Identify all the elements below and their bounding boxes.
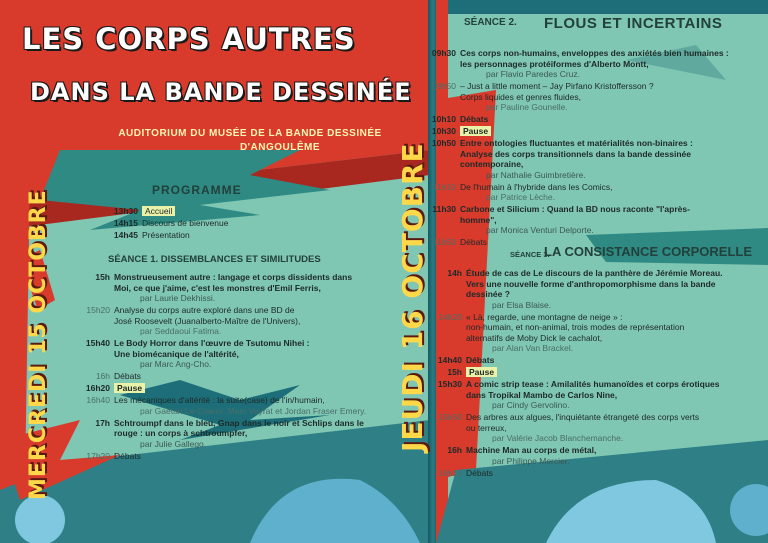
item-time: 15h30 xyxy=(437,379,462,389)
item-body xyxy=(114,418,370,450)
programme-item xyxy=(432,268,742,310)
item-author: par Cindy Gervolino. xyxy=(492,400,570,410)
item-body xyxy=(466,367,742,378)
item-time: 15h xyxy=(447,367,462,377)
item-body xyxy=(114,371,370,382)
item-author: par Valérie Jacob Blanchemanche. xyxy=(492,433,624,443)
programme-item xyxy=(80,383,370,394)
item-body xyxy=(114,383,370,394)
item-line: Débats xyxy=(114,450,141,461)
day2-session3-list xyxy=(432,268,742,480)
item-author: par Philippe Mercier. xyxy=(492,455,570,466)
item-body xyxy=(460,48,738,80)
programme-item xyxy=(432,379,742,411)
programme-item xyxy=(432,468,742,479)
programme-item xyxy=(426,138,738,180)
day2-label: JEUDI 16 OCTOBRE xyxy=(396,142,429,452)
item-author: par Nathalie Guimbretière. xyxy=(486,169,586,180)
item-author: par Elsa Blaise. xyxy=(492,299,552,310)
item-line: Débats xyxy=(460,114,489,124)
item-line: Corps liquides et genres fluides, xyxy=(460,91,581,102)
item-line: Analyse des corps transitionnels dans la bande dessinée xyxy=(460,148,691,159)
programme-item xyxy=(432,367,742,378)
programme-item xyxy=(432,355,742,366)
item-line: Pause xyxy=(466,367,497,377)
item-line: – Just a little moment – Jay Pirfano Kristoffersson ? xyxy=(460,81,654,91)
programme-item xyxy=(432,412,742,444)
item-line: dessinée ? xyxy=(466,289,510,299)
item-time: 15h50 xyxy=(438,412,462,422)
item-time: 11h10 xyxy=(432,181,456,192)
programme-item xyxy=(426,48,738,80)
item-body xyxy=(466,268,742,310)
item-line: Débats xyxy=(114,371,141,381)
item-time: 14h20 xyxy=(438,311,462,322)
item-body xyxy=(460,182,738,203)
item-line: José Roosevelt (Juanalberto-Maître de l'Univers), xyxy=(114,315,301,326)
session3-number: SÉANCE 3. xyxy=(510,250,550,259)
item-body xyxy=(460,81,738,113)
item-time: 15h40 xyxy=(85,338,110,348)
venue-line-1: AUDITORIUM DU MUSÉE DE LA BANDE DESSINÉE xyxy=(118,128,382,139)
programme-item xyxy=(432,445,742,466)
item-line: les personnages protéiformes d'Alberto Montt, xyxy=(460,58,649,69)
item-body xyxy=(466,412,742,444)
item-time: 10h50 xyxy=(431,138,456,148)
session2-title: FLOUS ET INCERTAINS xyxy=(544,15,723,32)
item-line: non-humain, et non-animal, trois modes de représentation xyxy=(466,322,685,332)
item-line: Entre ontologies fluctuantes et matérialités non-binaires : xyxy=(460,138,693,148)
item-body xyxy=(466,312,742,354)
item-author: par Alan Van Brackel. xyxy=(492,343,574,353)
programme-item xyxy=(426,204,738,236)
item-line: Débats xyxy=(460,237,487,247)
item-body xyxy=(460,204,738,236)
item-author: par Gaëtan Le-Coarer, Marc Veyrat et Jordan Fraser Emery. xyxy=(140,405,367,416)
programme-heading: PROGRAMME xyxy=(152,183,242,197)
programme-item xyxy=(426,126,738,137)
item-line: alternatifs de Moby Dick le cachalot, xyxy=(466,332,603,343)
item-author: par Pauline Gounelle. xyxy=(486,102,568,112)
session1-title: SÉANCE 1. DISSEMBLANCES ET SIMILITUDES xyxy=(108,254,321,265)
title-line-1: LES CORPS AUTRES xyxy=(22,22,356,56)
item-time: 11h50 xyxy=(432,237,456,247)
programme-item xyxy=(426,114,738,125)
item-line: Une biomécanique de l'altérité, xyxy=(114,348,239,359)
intro-row: 14h15 Discours de bienvenue xyxy=(113,218,229,228)
item-author: par Marc Ang-Cho. xyxy=(140,359,212,369)
item-body xyxy=(466,468,742,479)
day1-intro xyxy=(108,206,308,242)
item-time: 17h20 xyxy=(86,450,110,461)
item-line: A comic strip tease : Amilalités humanoïdes et corps érotiques xyxy=(466,379,720,389)
item-time: 09h50 xyxy=(432,81,456,91)
item-time: 10h30 xyxy=(431,126,456,136)
item-line: Étude de cas de Le discours de la panthère de Jérémie Moreau. xyxy=(466,268,723,278)
item-body xyxy=(114,305,370,337)
item-line: dans Tropikal Mambo de Carlos Nine, xyxy=(466,389,618,400)
item-line: Carbone et Silicium : Quand la BD nous raconte "l'après- xyxy=(460,204,690,214)
programme-item xyxy=(426,81,738,113)
session3-title: LA CONSISTANCE CORPORELLE xyxy=(544,244,753,259)
title-line-2: DANS LA BANDE DESSINÉE xyxy=(30,78,412,106)
item-author: par Monica Venturi Delporte. xyxy=(486,225,594,235)
venue-line-2: D'ANGOULÊME xyxy=(239,142,321,153)
item-line: Monstrueusement autre : langage et corps dissidents dans xyxy=(114,272,353,282)
item-line: Machine Man au corps de métal, xyxy=(466,445,597,455)
programme-item xyxy=(80,272,370,304)
item-time: 09h30 xyxy=(431,48,456,58)
day1-programme-list xyxy=(80,272,370,463)
programme-item xyxy=(80,371,370,382)
item-body xyxy=(460,138,738,180)
item-line: Des arbres aux algues, l'inquiétante étrangeté des corps verts xyxy=(466,412,700,422)
item-author: par Julie Gallego. xyxy=(140,438,207,449)
item-author: par Seddaoui Fatima. xyxy=(140,326,222,336)
item-time: 17h xyxy=(95,417,110,428)
day1-label: MERCREDI 15 OCTOBRE xyxy=(26,189,51,500)
item-line: Analyse du corps autre exploré dans une BD de xyxy=(114,305,295,315)
item-body xyxy=(114,395,370,416)
item-time: 15h xyxy=(95,272,110,282)
item-line: Vers une nouvelle forme d'anthropomorphisme dans la bande xyxy=(466,278,716,289)
item-line: Moi, ce que j'aime, c'est les monstres d'Emil Ferris, xyxy=(114,282,321,293)
item-body xyxy=(460,114,738,125)
item-line: Pause xyxy=(114,383,145,393)
item-line: homme", xyxy=(460,214,497,225)
programme-item xyxy=(80,305,370,337)
item-time: 11h30 xyxy=(432,204,456,214)
item-line: Schtroumpf dans le bleu, Gnap dans le noir et Schlips dans le xyxy=(114,417,364,428)
item-line: De l'humain à l'hybride dans les Comics, xyxy=(460,181,613,192)
item-line: rouge : un corps à schtroumpfer, xyxy=(114,428,248,438)
item-time: 16h xyxy=(95,371,110,381)
intro-row: 13h30 Accueil xyxy=(108,206,308,217)
item-time: 16h10 xyxy=(438,467,462,478)
item-author: par Laurie Dekhissi. xyxy=(140,293,216,303)
item-time: 16h xyxy=(447,445,462,455)
item-body xyxy=(466,379,742,411)
day2-programme-list xyxy=(426,48,738,249)
item-time: 16h20 xyxy=(85,383,110,393)
item-time: 10h10 xyxy=(431,114,456,124)
item-line: ou terreux, xyxy=(466,422,507,433)
programme-item xyxy=(80,395,370,416)
programme-item xyxy=(432,312,742,354)
programme-item xyxy=(426,182,738,203)
item-body xyxy=(460,126,738,137)
item-time: 14h xyxy=(447,268,462,278)
item-body xyxy=(466,355,742,366)
item-time: 14h40 xyxy=(437,355,462,365)
item-line: Pause xyxy=(460,126,491,136)
item-body xyxy=(114,451,370,462)
intro-row: 14h45 Présentation xyxy=(113,230,190,240)
right-page xyxy=(396,0,768,543)
item-author: par Flavio Paredes Cruz. xyxy=(486,69,581,79)
item-line: Débats xyxy=(466,355,495,365)
item-line: contemporaine, xyxy=(460,159,524,169)
item-line: « Là, regarde, une montagne de neige » : xyxy=(466,311,623,322)
programme-item xyxy=(80,338,370,370)
item-body xyxy=(114,338,370,370)
item-line: Les mécaniques d'altérité : la suite(case) de l'in/humain, xyxy=(114,395,325,405)
item-author: par Patrice Lèche. xyxy=(486,192,555,202)
item-line: Débats xyxy=(466,467,493,478)
item-line: Le Body Horror dans l'œuvre de Tsutomu Nihei : xyxy=(114,338,310,348)
item-line: Ces corps non-humains, enveloppes des anxiétés bien humaines : xyxy=(460,48,729,58)
programme-item xyxy=(80,451,370,462)
session2-number: SÉANCE 2. xyxy=(464,17,517,28)
item-body xyxy=(466,445,742,466)
intro-accueil: Accueil xyxy=(142,206,175,216)
programme-item xyxy=(80,418,370,450)
item-time: 16h40 xyxy=(86,395,110,405)
item-time: 15h20 xyxy=(86,305,110,315)
item-body xyxy=(114,272,370,304)
